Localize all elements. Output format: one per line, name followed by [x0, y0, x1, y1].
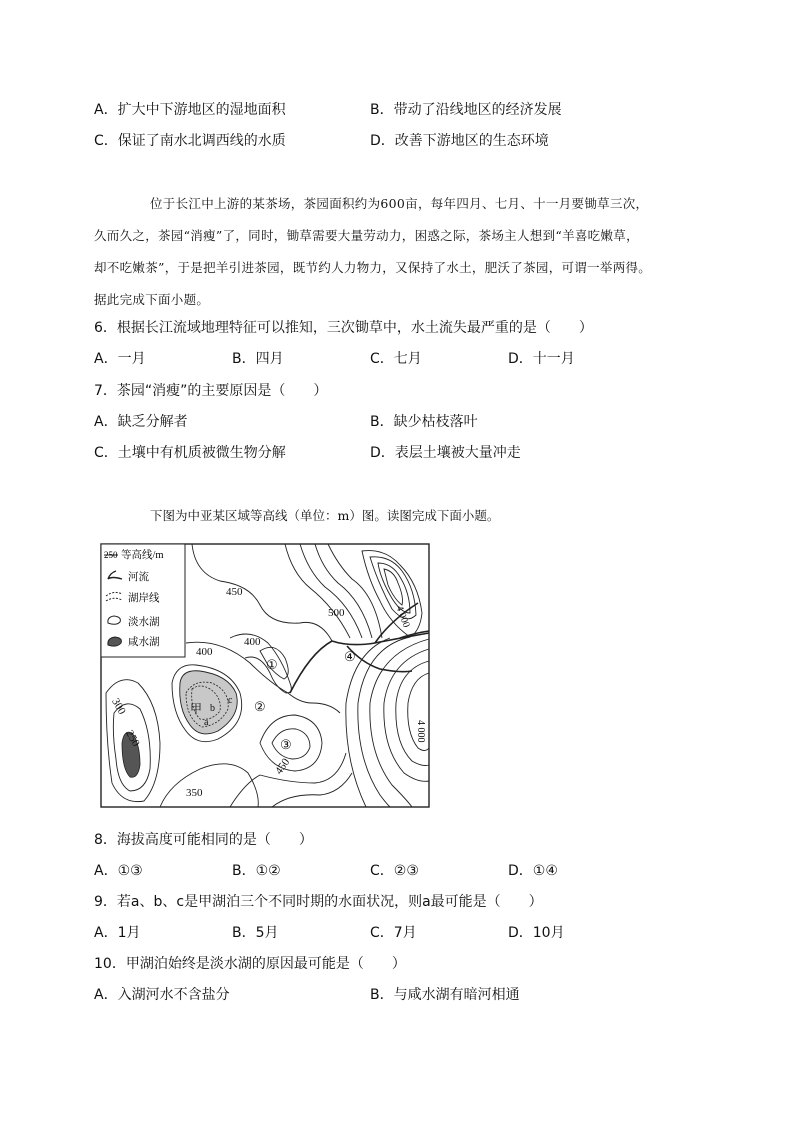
label-450: 450 [226, 586, 243, 598]
point-1: ① [266, 657, 278, 672]
saltwater-lake-icon [108, 637, 122, 646]
label-300: 300 [109, 696, 128, 717]
lake-label-c: c [228, 695, 233, 706]
q6-stem: 6．根据长江流域地理特征可以推知，三次锄草中，水土流失最严重的是（ ） [94, 320, 593, 336]
legend-shoreline-label: 湖岸线 [128, 593, 160, 604]
q7-option-a[interactable]: A．缺乏分解者 [94, 414, 188, 430]
legend-river-label: 河流 [128, 572, 149, 583]
q5-option-a[interactable]: A．扩大中下游地区的湿地面积 [94, 102, 286, 118]
point-4: ④ [344, 649, 356, 664]
legend-contour-label: 等高线/m [121, 550, 164, 561]
legend-saltwater-label: 咸水湖 [128, 637, 160, 648]
passage-line: 据此完成下面小题。 [94, 292, 210, 307]
q9-option-a[interactable]: A．1月 [94, 925, 141, 941]
q10-option-a[interactable]: A．入湖河水不含盐分 [94, 987, 230, 1003]
passage-line: 位于长江中上游的某茶场，茶园面积约为600亩，每年四月、七月、十一月要锄草三次， [150, 196, 649, 211]
q7-option-d[interactable]: D．表层土壤被大量冲走 [370, 445, 521, 461]
freshwater-lake-icon [108, 616, 121, 624]
q8-option-c[interactable]: C．②③ [370, 863, 419, 879]
q7-option-b[interactable]: B．缺少枯枝落叶 [370, 414, 478, 430]
label-250: 250 [123, 728, 142, 749]
passage [94, 188, 704, 316]
q9-option-d[interactable]: D．10月 [508, 925, 565, 941]
label-4000-top: 4 000 [393, 604, 412, 630]
legend-contour-value: 250 [104, 550, 118, 560]
q5-option-c[interactable]: C．保证了南水北调西线的水质 [94, 133, 286, 149]
legend-freshwater-label: 淡水湖 [128, 617, 160, 628]
q6-option-a[interactable]: A．一月 [94, 351, 146, 367]
q10-option-b[interactable]: B．与咸水湖有暗河相通 [370, 987, 520, 1003]
q7-option-c[interactable]: C．土壤中有机质被微生物分解 [94, 445, 286, 461]
q9-option-c[interactable]: C．7月 [370, 925, 417, 941]
label-350: 350 [186, 787, 203, 799]
q8-option-d[interactable]: D．①④ [508, 863, 558, 879]
q5-option-d[interactable]: D．改善下游地区的生态环境 [370, 133, 549, 149]
q7-stem: 7．茶园“消瘦”的主要原因是（ ） [94, 383, 328, 399]
passage-line: 久而久之，茶园“消瘦”了，同时，锄草需要大量劳动力，困惑之际，茶场主人想到“羊喜吃嫩草， [94, 228, 639, 243]
passage-line: 却不吃嫩茶”，于是把羊引进茶园，既节约人力物力，又保持了水土，肥沃了茶园，可谓一举两得。 [94, 260, 652, 275]
lake-label-b: b [210, 703, 215, 714]
q6-option-c[interactable]: C．七月 [370, 351, 422, 367]
q8-option-b[interactable]: B．①② [232, 863, 281, 879]
q6-option-b[interactable]: B．四月 [232, 351, 284, 367]
map-legend [101, 544, 185, 657]
label-4000-right: 4 000 [415, 720, 426, 743]
q9-stem: 9．若a、b、c是甲湖泊三个不同时期的水面状况，则a最可能是（ ） [94, 894, 543, 910]
label-450-hill: 450 [272, 756, 293, 777]
q8-stem: 8．海拔高度可能相同的是（ ） [94, 832, 313, 848]
lake-label-a: a [204, 717, 209, 728]
label-400-right: 400 [244, 636, 261, 648]
q10-stem: 10．甲湖泊始终是淡水湖的原因最可能是（ ） [94, 956, 406, 972]
contour-map [100, 543, 430, 808]
q8-option-a[interactable]: A．①③ [94, 863, 143, 879]
point-3: ③ [280, 737, 292, 752]
point-2: ② [254, 699, 266, 714]
q5-option-b[interactable]: B．带动了沿线地区的经济发展 [370, 102, 562, 118]
label-500: 500 [328, 607, 345, 619]
q6-option-d[interactable]: D．十一月 [508, 351, 575, 367]
lake-label-jia: 甲 [190, 702, 203, 716]
label-400-left: 400 [196, 646, 213, 658]
q9-option-b[interactable]: B．5月 [232, 925, 279, 941]
map-caption: 下图为中亚某区域等高线（单位：m）图。读图完成下面小题。 [150, 508, 500, 523]
